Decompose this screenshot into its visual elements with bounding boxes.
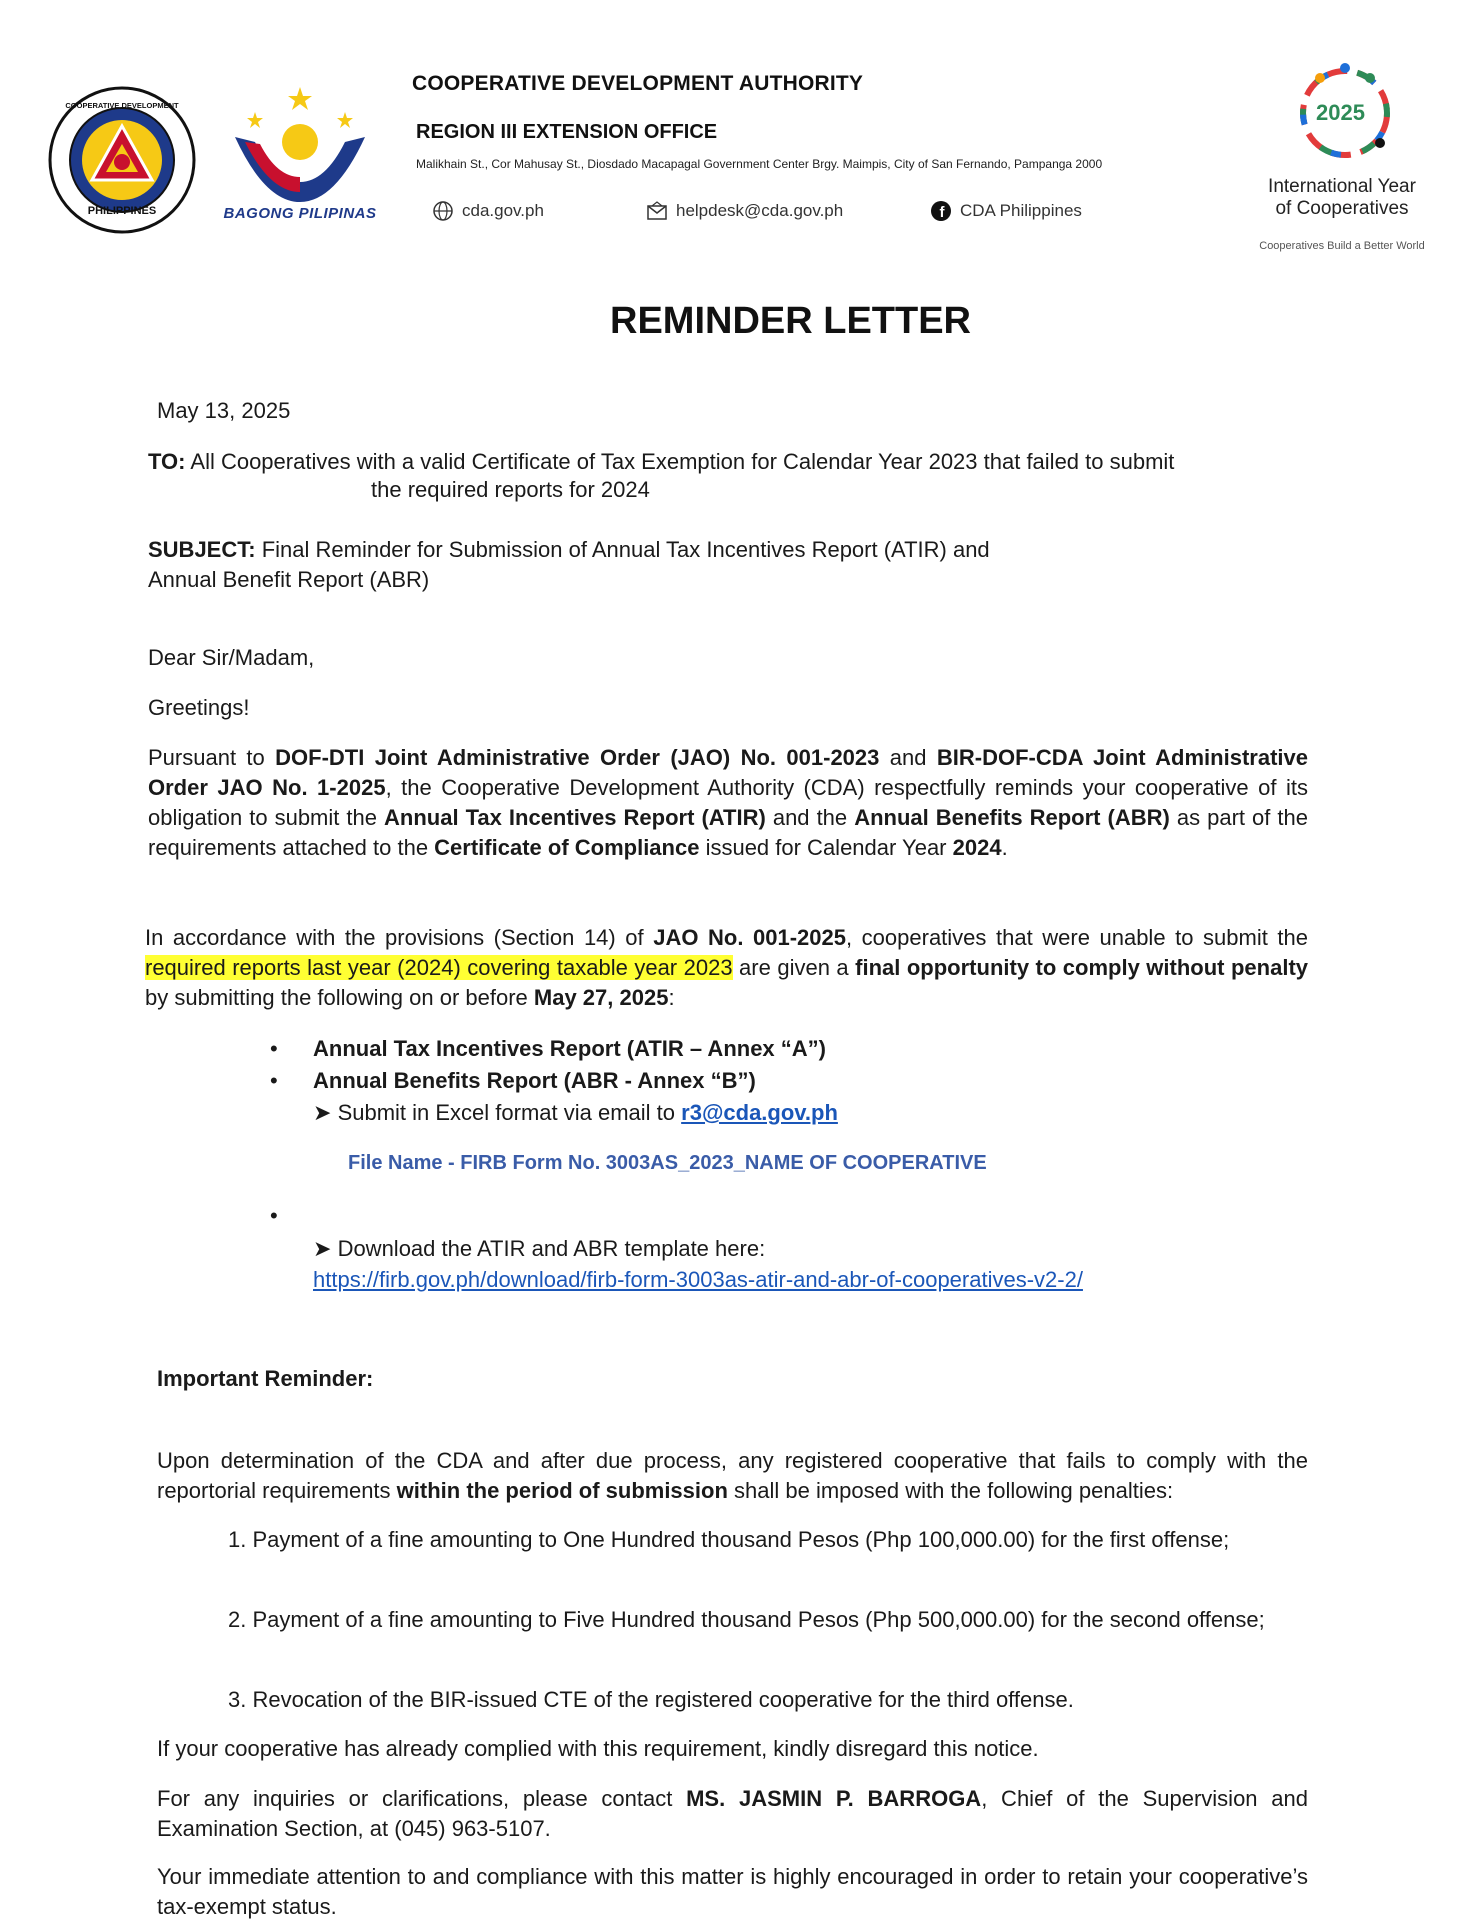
svg-text:f: f [939,204,945,221]
email-text: helpdesk@cda.gov.ph [676,201,844,220]
file-name-format: File Name - FIRB Form No. 3003AS_2023_NAME OF COOPERATIVE [348,1152,987,1174]
bullet-dot-3: • [270,1203,278,1228]
iyc-title: International Year of Cooperatives [1268,176,1416,219]
penalty-item-2: 2. Payment of a fine amounting to Five Hundred thousand Pesos (Php 500,000.00) for the second offense; [228,1607,1265,1632]
cda-seal-logo [48,86,196,234]
bullet-dot-2: • [270,1068,278,1093]
bullet-dot-1: • [270,1036,278,1061]
office-address: Malikhain St., Cor Mahusay St., Diosdado Macapagal Government Center Brgy. Maimpis, City of San Fernando, Pampanga 2000 [416,157,1103,171]
paragraph-closing: Your immediate attention to and compliance with this matter is highly encouraged in order to retain your cooperative’s tax-exempt status. [157,1864,1308,1919]
paragraph-penalties-intro: Upon determination of the CDA and after due process, any registered cooperative that fails to comply with the reportorial requirements within the period of submission shall be imposed with the following penalties: [157,1448,1308,1503]
submit-email-link[interactable]: r3@cda.gov.ph [681,1100,838,1125]
greeting: Greetings! [148,695,250,720]
svg-text:PHILIPPINES: PHILIPPINES [87,205,157,217]
subject-line: SUBJECT: Final Reminder for Submission of Annual Tax Incentives Report (ATIR) and Annual Benefit Report (ABR) [148,537,990,592]
globe-icon [432,200,454,222]
paragraph-final-opportunity: In accordance with the provisions (Section 14) of JAO No. 001-2025, cooperatives that were unable to submit the required reports last year (2024) covering taxable year 2023 are given a final opportunity to comply without penalty by submitting the following on or before May 27, 2025: [145,925,1309,1010]
svg-text:COOPERATIVE DEVELOPMENT: COOPERATIVE DEVELOPMENT [65,101,179,110]
salutation: Dear Sir/Madam, [148,645,315,670]
iyc-year: 2025 [1316,100,1365,125]
office-name: REGION III EXTENSION OFFICE [416,121,718,143]
highlighted-text: required reports last year (2024) covering taxable year 2023 [145,955,733,980]
penalty-item-1: 1. Payment of a fine amounting to One Hundred thousand Pesos (Php 100,000.00) for the first offense; [228,1527,1230,1552]
bullet-abr: Annual Benefits Report (ABR - Annex “B”) [313,1068,756,1093]
paragraph-disregard: If your cooperative has already complied with this requirement, kindly disregard this notice. [157,1736,1039,1761]
to-line: TO: All Cooperatives with a valid Certificate of Tax Exemption for Calendar Year 2023 that failed to submit [148,449,1175,474]
facebook-text: CDA Philippines [960,201,1082,220]
facebook-icon [930,200,952,222]
paragraph-contact: For any inquiries or clarifications, please contact MS. JASMIN P. BARROGA, Chief of the Supervision and Examination Section, at (045) 963-5107. [157,1786,1308,1841]
facebook-contact[interactable] [930,200,1082,222]
paragraph-obligation: Pursuant to DOF-DTI Joint Administrative Order (JAO) No. 001-2023 and BIR-DOF-CDA Joint Administrative Order JAO No. 1-2025, the Cooperative Development Authority (CDA) respectfully reminds your cooperative of its obligation to submit the Annual Tax Incentives Report (ATIR) and the Annual Benefits Report (ABR) as part of the requirements attached to the Certificate of Compliance issued for Calendar Year 2024. [148,745,1309,860]
website-contact[interactable] [432,200,544,222]
bullet-atir: Annual Tax Incentives Report (ATIR – Annex “A”) [313,1036,826,1061]
bagong-pilipinas-logo [225,82,375,212]
email-contact[interactable] [646,200,843,222]
to-line-continued: the required reports for 2024 [371,477,650,502]
envelope-icon [646,200,668,222]
arrow-icon: ➤ [313,1100,332,1125]
letter-date: May 13, 2025 [157,398,291,423]
letter-title: REMINDER LETTER [610,300,971,342]
website-text: cda.gov.ph [462,201,544,220]
bagong-pilipinas-wordmark: BAGONG PILIPINAS [223,205,377,222]
download-link[interactable]: https://firb.gov.ph/download/firb-form-3003as-atir-and-abr-of-cooperatives-v2-2/ [313,1267,1083,1292]
organization-name: COOPERATIVE DEVELOPMENT AUTHORITY [412,72,864,95]
arrow-icon: ➤ [313,1236,332,1261]
iyc-tagline: Cooperatives Build a Better World [1259,240,1425,252]
submit-instruction: ➤ Submit in Excel format via email to r3@cda.gov.ph [313,1100,838,1125]
penalty-item-3: 3. Revocation of the BIR-issued CTE of the registered cooperative for the third offense. [228,1687,1074,1712]
important-reminder-heading: Important Reminder: [157,1366,374,1391]
download-instruction: ➤ Download the ATIR and ABR template here: [313,1236,766,1261]
